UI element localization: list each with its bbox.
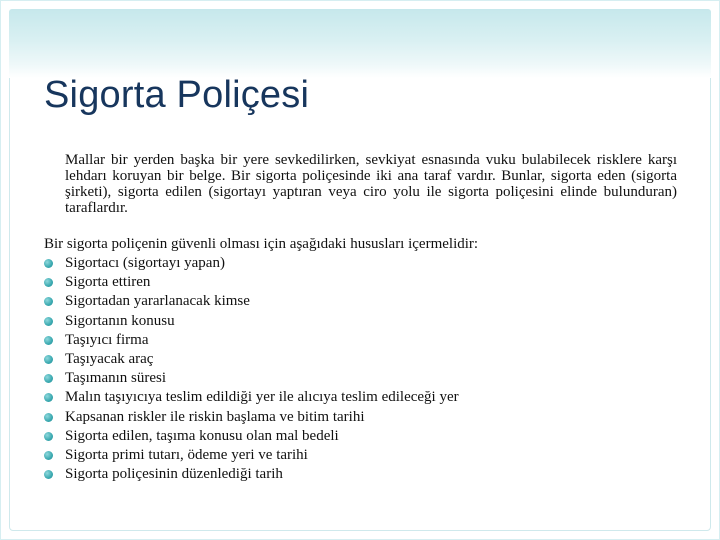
list-item	[44, 331, 459, 350]
bullet-icon	[44, 413, 53, 422]
bullet-icon	[44, 317, 53, 326]
header-band	[9, 9, 711, 78]
lead-sentence: Bir sigorta poliçenin güvenli olması için aşağıdaki hususları içermelidir:	[44, 236, 479, 252]
bullet-icon	[44, 470, 53, 479]
list-item-label: Taşımanın süresi	[65, 370, 167, 387]
list-item	[44, 254, 459, 273]
list-item	[44, 388, 459, 407]
bullet-icon	[44, 355, 53, 364]
bullet-icon	[44, 336, 53, 345]
bullet-icon	[44, 278, 53, 287]
list-item-label: Taşıyıcı firma	[65, 331, 149, 348]
list-item	[44, 427, 459, 446]
list-item	[44, 465, 459, 484]
list-item-label: Sigorta primi tutarı, ödeme yeri ve tarihi	[65, 446, 308, 463]
list-item-label: Kapsanan riskler ile riskin başlama ve bitim tarihi	[65, 408, 365, 425]
list-item-label: Sigorta edilen, taşıma konusu olan mal bedeli	[65, 427, 339, 444]
list-item	[44, 312, 459, 331]
list-item	[44, 446, 459, 465]
bullet-icon	[44, 259, 53, 268]
bullet-icon	[44, 432, 53, 441]
list-item	[44, 350, 459, 369]
intro-paragraph: Mallar bir yerden başka bir yere sevkedilirken, sevkiyat esnasında vuku bulabilecek risklere karşı lehdarı koruyan bir belge. Bir sigorta poliçesinde iki ana taraf vardır. Bunlar, sigorta eden (sigorta şirketi), sigorta edilen (sigortayı yaptıran veya ciro yolu ile sigorta poliçesini elinde bulunduran) taraflardır.	[65, 152, 677, 216]
list-item-label: Sigortadan yararlanacak kimse	[65, 293, 250, 310]
bullet-icon	[44, 374, 53, 383]
list-item-label: Sigorta poliçesinin düzenlediği tarih	[65, 466, 283, 483]
bullet-icon	[44, 297, 53, 306]
list-item-label: Sigortanın konusu	[65, 312, 175, 329]
list-item	[44, 408, 459, 427]
list-item-label: Malın taşıyıcıya teslim edildiği yer ile alıcıya teslim edileceği yer	[65, 389, 459, 406]
requirements-list	[44, 254, 459, 484]
bullet-icon	[44, 393, 53, 402]
list-item	[44, 273, 459, 292]
slide-title: Sigorta Poliçesi	[44, 74, 310, 116]
list-item	[44, 292, 459, 311]
list-item	[44, 369, 459, 388]
list-item-label: Sigortacı (sigortayı yapan)	[65, 255, 225, 272]
list-item-label: Sigorta ettiren	[65, 274, 151, 291]
list-item-label: Taşıyacak araç	[65, 351, 154, 368]
bullet-icon	[44, 451, 53, 460]
